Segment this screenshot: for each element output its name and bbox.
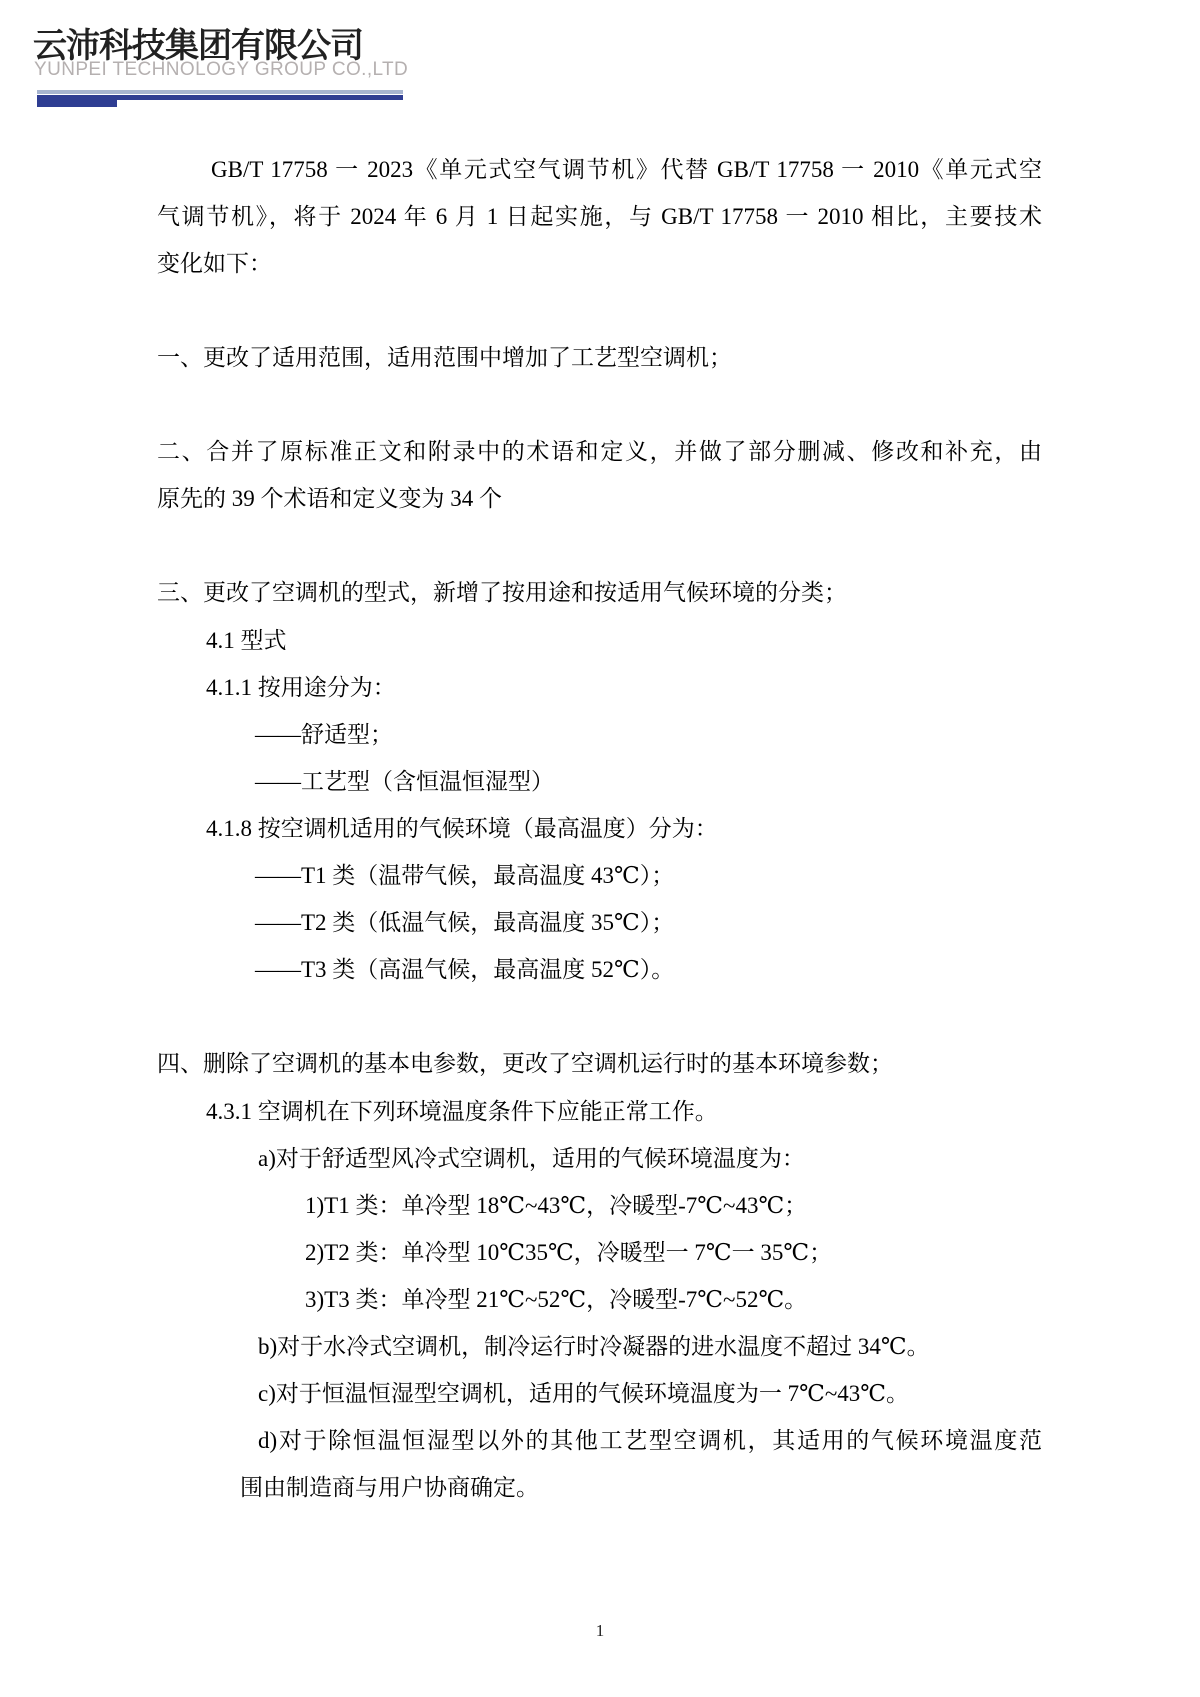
doc-line: GB/T 17758 一 2023《单元式空气调节机》代替 GB/T 17758 一 2010《单元式空 (211, 157, 1042, 182)
doc-line: 原先的 39 个术语和定义变为 34 个 (157, 486, 502, 511)
doc-line: b)对于水冷式空调机，制冷运行时冷凝器的进水温度不超过 34℃。 (258, 1334, 930, 1359)
doc-line: d)对于除恒温恒湿型以外的其他工艺型空调机，其适用的气候环境温度范 (258, 1428, 1042, 1453)
doc-line: 围由制造商与用户协商确定。 (240, 1475, 539, 1500)
doc-line: 2)T2 类：单冷型 10℃35℃，冷暖型一 7℃一 35℃； (305, 1240, 833, 1265)
doc-line: 4.1 型式 (206, 628, 287, 653)
company-logo-cn: 云沛科技集团有限公司 (33, 27, 363, 65)
header-rule-navy-line (117, 95, 403, 100)
doc-line: ——T1 类（温带气候，最高温度 43℃）； (255, 863, 675, 888)
page-number: 1 (595, 1621, 605, 1640)
doc-line: ——T2 类（低温气候，最高温度 35℃）； (255, 910, 675, 935)
doc-line: 气调节机》，将于 2024 年 6 月 1 日起实施，与 GB/T 17758 一 2010 相比，主要技术 (157, 204, 1042, 229)
doc-line: 3)T3 类：单冷型 21℃~52℃，冷暖型-7℃~52℃。 (305, 1287, 808, 1312)
doc-line: 1)T1 类：单冷型 18℃~43℃，冷暖型-7℃~43℃； (305, 1193, 808, 1218)
header-rule-navy-block (37, 95, 117, 107)
doc-line: 二、合并了原标准正文和附录中的术语和定义，并做了部分删减、修改和补充，由 (157, 439, 1042, 464)
doc-line: 4.1.1 按用途分为： (206, 675, 396, 700)
doc-line: 三、更改了空调机的型式，新增了按用途和按适用气候环境的分类； (157, 580, 847, 605)
doc-line: 4.1.8 按空调机适用的气候环境（最高温度）分为： (206, 816, 718, 841)
doc-line: 变化如下： (157, 251, 272, 276)
company-logo-en: YUNPEI TECHNOLOGY GROUP CO.,LTD (34, 59, 409, 80)
doc-line: a)对于舒适型风冷式空调机，适用的气候环境温度为： (258, 1146, 805, 1171)
doc-line: 4.3.1 空调机在下列环境温度条件下应能正常工作。 (206, 1099, 718, 1124)
doc-line: 一、更改了适用范围，适用范围中增加了工艺型空调机； (157, 345, 732, 370)
header-rule-light (37, 90, 403, 94)
doc-line: ——工艺型（含恒温恒湿型） (255, 769, 554, 794)
doc-line: c)对于恒温恒湿型空调机，适用的气候环境温度为一 7℃~43℃。 (258, 1381, 910, 1406)
doc-line: ——舒适型； (255, 722, 393, 747)
doc-line: ——T3 类（高温气候，最高温度 52℃）。 (255, 957, 675, 982)
doc-line: 四、删除了空调机的基本电参数，更改了空调机运行时的基本环境参数； (157, 1051, 893, 1076)
